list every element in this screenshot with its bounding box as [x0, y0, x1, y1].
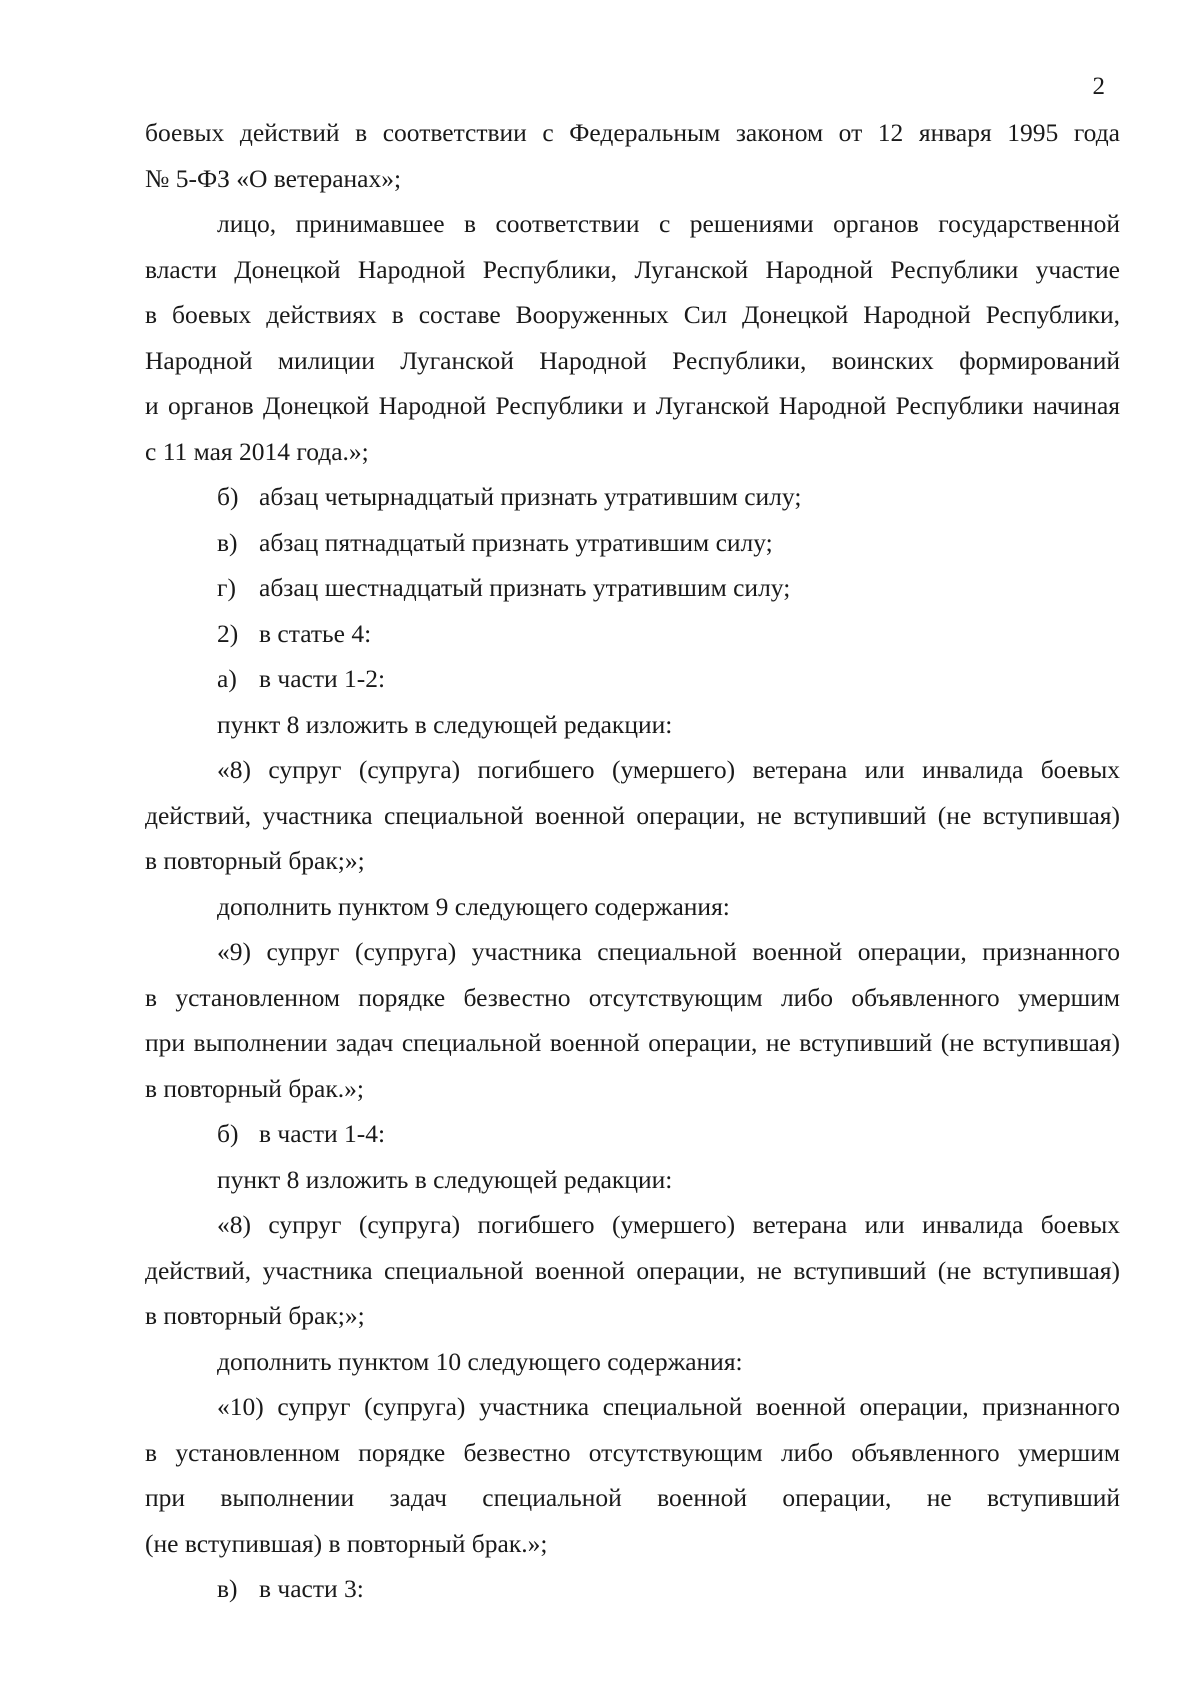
paragraph-line: и органов Донецкой Народной Республики и Луганской Народной Республики начиная: [145, 391, 1120, 420]
list-item-marker: г): [217, 573, 236, 602]
list-item-marker: б): [217, 482, 239, 511]
list-item-text: в части 1-4:: [259, 1119, 386, 1148]
paragraph-line: «8) супруг (супруга) погибшего (умершего) ветерана или инвалида боевых: [217, 755, 1120, 784]
list-item-marker: б): [217, 1119, 239, 1148]
paragraph-line: «9) супруг (супруга) участника специальной военной операции, признанного: [217, 937, 1120, 966]
paragraph-line: пункт 8 изложить в следующей редакции:: [217, 1164, 673, 1194]
list-item-text: в статье 4:: [259, 618, 372, 648]
paragraph-line: действий, участника специальной военной операции, не вступивший (не вступившая): [145, 1255, 1120, 1285]
list-item-marker: в): [217, 1574, 238, 1603]
list-item: [145, 656, 1120, 702]
list-item: [145, 520, 1120, 566]
paragraph-line: дополнить пунктом 9 следующего содержания:: [217, 891, 730, 921]
paragraph-line: с 11 мая 2014 года.»;: [145, 436, 369, 466]
paragraph-line: пункт 8 изложить в следующей редакции:: [217, 709, 673, 739]
list-item: [145, 565, 1120, 611]
paragraph-line: при выполнении задач специальной военной операции, не вступивший (не вступившая): [145, 1028, 1120, 1057]
paragraph-line: (не вступившая) в повторный брак.»;: [145, 1528, 548, 1558]
paragraph-line: № 5-ФЗ «О ветеранах»;: [145, 163, 402, 193]
list-item-text: абзац четырнадцатый признать утратившим силу;: [259, 482, 802, 511]
paragraph-line: в установленном порядке безвестно отсутствующим либо объявленного умершим: [145, 982, 1120, 1012]
document-body: [145, 110, 1120, 1612]
paragraph-line: действий, участника специальной военной операции, не вступивший (не вступившая): [145, 800, 1120, 830]
paragraph-line: при выполнении задач специальной военной операции, не вступивший: [145, 1483, 1120, 1512]
list-item: [145, 1111, 1120, 1157]
paragraph-line: «8) супруг (супруга) погибшего (умершего) ветерана или инвалида боевых: [217, 1210, 1120, 1239]
page-number: 2: [1092, 73, 1105, 100]
list-item: [145, 474, 1120, 520]
list-item-text: в части 1-2:: [259, 664, 386, 693]
list-item-text: абзац пятнадцатый признать утратившим силу;: [259, 527, 773, 557]
list-item: [145, 1566, 1120, 1612]
list-item: [145, 611, 1120, 657]
paragraph-line: «10) супруг (супруга) участника специальной военной операции, признанного: [217, 1392, 1120, 1421]
list-item-text: абзац шестнадцатый признать утратившим силу;: [259, 573, 791, 602]
paragraph-line: власти Донецкой Народной Республики, Луганской Народной Республики участие: [145, 254, 1120, 284]
list-item-marker: 2): [217, 618, 239, 648]
paragraph-line: лицо, принимавшее в соответствии с решениями органов государственной: [217, 209, 1120, 238]
paragraph-line: в установленном порядке безвестно отсутствующим либо объявленного умершим: [145, 1437, 1120, 1467]
list-item-marker: в): [217, 527, 238, 557]
paragraph-line: боевых действий в соответствии с Федеральным законом от 12 января 1995 года: [145, 118, 1120, 147]
paragraph-line: в боевых действиях в составе Вооруженных Сил Донецкой Народной Республики,: [145, 300, 1120, 329]
list-item-text: в части 3:: [259, 1574, 364, 1603]
paragraph-line: в повторный брак;»;: [145, 1301, 365, 1330]
list-item-marker: а): [217, 664, 237, 693]
paragraph-line: Народной милиции Луганской Народной Республики, воинских формирований: [145, 345, 1120, 375]
paragraph-line: дополнить пунктом 10 следующего содержания:: [217, 1346, 743, 1376]
paragraph-line: в повторный брак;»;: [145, 846, 365, 875]
paragraph-line: в повторный брак.»;: [145, 1073, 364, 1103]
